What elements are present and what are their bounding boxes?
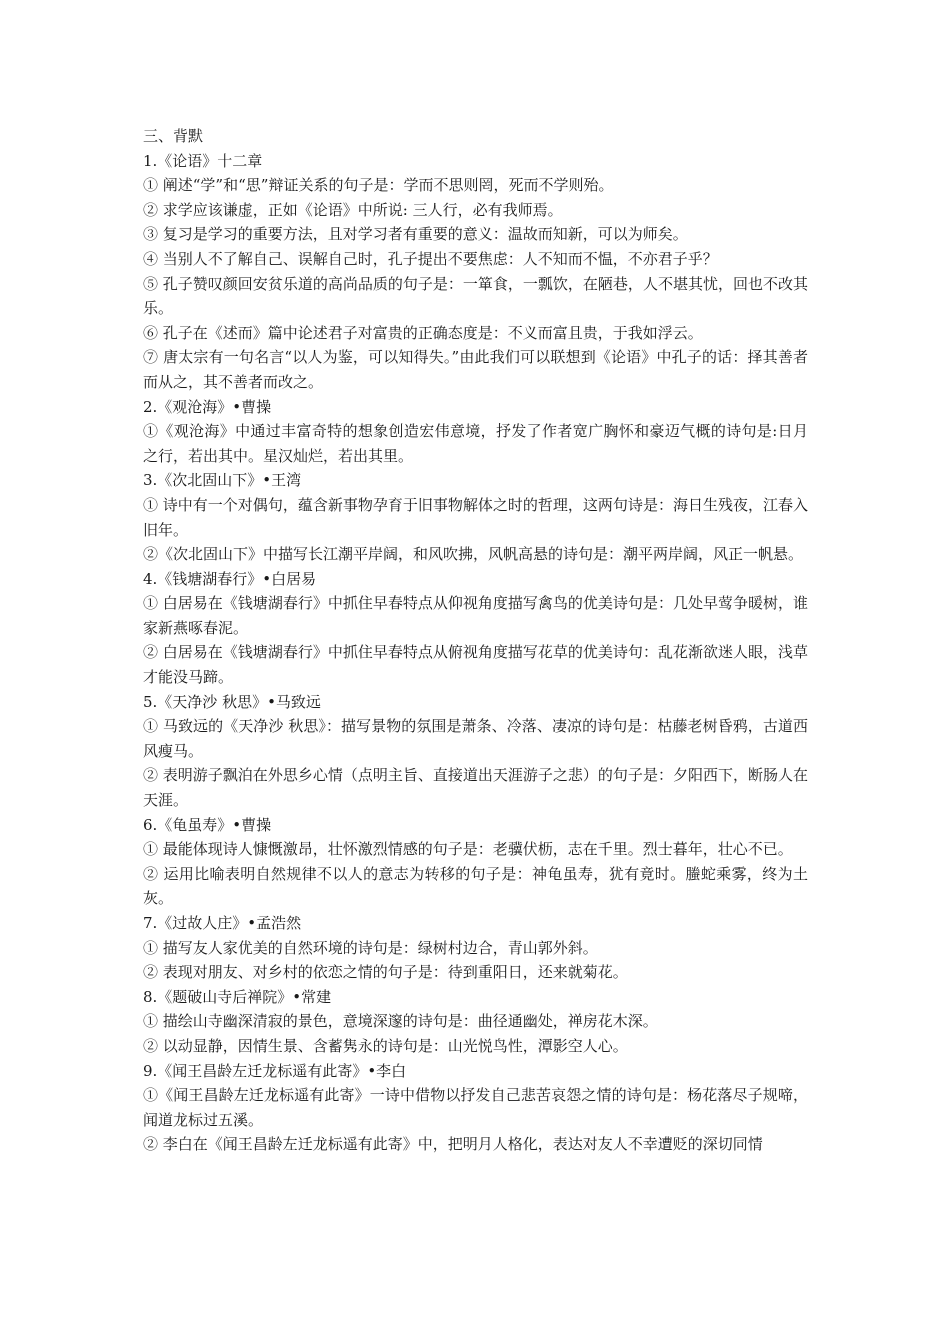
list-item: ① 阐述“学”和“思”辩证关系的句子是：学而不思则罔，死而不学则殆。 <box>143 176 614 195</box>
list-item: ④ 当别人不了解自己、误解自己时，孔子提出不要焦虑：人不知而不愠，不亦君子乎？ <box>143 249 718 268</box>
list-item: ①《闻王昌龄左迁龙标遥有此寄》一诗中借物以抒发自己悲苦哀怨之情的诗句是：杨花落尽子规啼，闻道龙标过五溪。 <box>143 1086 808 1129</box>
document-page <box>143 124 808 1157</box>
section-title: 2.《观沧海》•曹操 <box>143 397 272 416</box>
list-item: ⑦ 唐太宗有一句名言“以人为鉴，可以知得失。”由此我们可以联想到《论语》中孔子的话：择其善者而从之，其不善者而改之。 <box>143 348 808 391</box>
list-item: ⑥ 孔子在《述而》篇中论述君子对富贵的正确态度是：不义而富且贵，于我如浮云。 <box>143 323 703 342</box>
list-item: ② 李白在《闻王昌龄左迁龙标遥有此寄》中，把明月人格化，表达对友人不幸遭贬的深切同情 <box>143 1135 763 1154</box>
list-item: ② 求学应该谦虚，正如《论语》中所说: 三人行，必有我师焉。 <box>143 200 563 219</box>
section-title: 9.《闻王昌龄左迁龙标遥有此寄》•李白 <box>143 1061 407 1080</box>
section-title: 3.《次北固山下》•王湾 <box>143 471 302 490</box>
section-heading: 三、背默 <box>143 127 204 145</box>
list-item: ① 马致远的《天净沙 秋思》：描写景物的氛围是萧条、冷落、凄凉的诗句是：枯藤老树昏鸦，古道西风瘦马。 <box>143 717 808 760</box>
section-title: 7.《过故人庄》•孟浩然 <box>143 914 302 932</box>
list-item: ① 描绘山寺幽深清寂的景色，意境深邃的诗句是：曲径通幽处，禅房花木深。 <box>143 1012 658 1031</box>
section-title: 5.《天净沙 秋思》•马致远 <box>143 692 321 711</box>
list-item: ① 描写友人家优美的自然环境的诗句是：绿树村边合，青山郭外斜。 <box>143 938 598 957</box>
list-item: ② 以动显静，因情生景、含蓄隽永的诗句是：山光悦鸟性，潭影空人心。 <box>143 1036 628 1055</box>
list-item: ①《观沧海》中通过丰富奇特的想象创造宏伟意境，抒发了作者宽广胸怀和豪迈气概的诗句是:日月之行，若出其中。星汉灿烂，若出其里。 <box>143 422 808 465</box>
list-item: ② 表现对朋友、对乡村的依恋之情的句子是：待到重阳日，还来就菊花。 <box>143 963 628 982</box>
list-item: ① 白居易在《钱塘湖春行》中抓住早春特点从仰视角度描写禽鸟的优美诗句是：几处早莺争暖树，谁家新燕啄春泥。 <box>143 594 808 637</box>
list-item: ②《次北固山下》中描写长江潮平岸阔，和风吹拂，风帆高悬的诗句是：潮平两岸阔，风正一帆悬。 <box>143 545 804 564</box>
list-item: ⑤ 孔子赞叹颜回安贫乐道的高尚品质的句子是：一箪食，一瓢饮，在陋巷，人不堪其忧，回也不改其乐。 <box>143 274 808 318</box>
list-item: ① 诗中有一个对偶句，蕴含新事物孕育于旧事物解体之时的哲理，这两句诗是：海日生残夜，江春入旧年。 <box>143 495 808 539</box>
list-item: ② 白居易在《钱塘湖春行》中抓住早春特点从俯视角度描写花草的优美诗句：乱花渐欲迷人眼，浅草才能没马蹄。 <box>143 643 808 687</box>
section-title: 6.《龟虽寿》•曹操 <box>143 815 272 834</box>
list-item: ② 运用比喻表明自然规律不以人的意志为转移的句子是：神龟虽寿，犹有竟时。螣蛇乘雾，终为土灰。 <box>143 864 808 908</box>
section-title: 1.《论语》十二章 <box>143 151 263 170</box>
section-title: 8.《题破山寺后禅院》•常建 <box>143 987 332 1006</box>
list-item: ③ 复习是学习的重要方法，且对学习者有重要的意义：温故而知新，可以为师矣。 <box>143 225 688 244</box>
section-title: 4.《钱塘湖春行》•白居易 <box>143 569 317 588</box>
list-item: ① 最能体现诗人慷慨激昂，壮怀激烈情感的句子是：老骥伏枥，志在千里。烈士暮年，壮心不已。 <box>143 840 793 859</box>
list-item: ② 表明游子飘泊在外思乡心情（点明主旨、直接道出天涯游子之悲）的句子是：夕阳西下，断肠人在天涯。 <box>143 766 808 810</box>
